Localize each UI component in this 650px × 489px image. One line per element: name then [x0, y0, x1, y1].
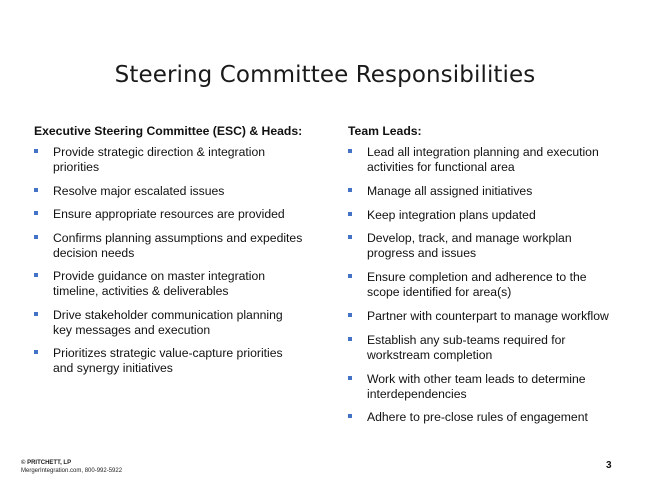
square-bullet-icon	[348, 212, 352, 216]
square-bullet-icon	[348, 414, 352, 418]
list-item-text: Lead all integration planning and execution activities for functional area	[367, 145, 599, 174]
list-item-text: Develop, track, and manage workplan progress and issues	[367, 231, 572, 261]
square-bullet-icon	[348, 274, 352, 278]
list-item	[34, 269, 304, 299]
esc-column	[34, 124, 304, 385]
square-bullet-icon	[348, 188, 352, 192]
list-item-text: Manage all assigned initiatives	[367, 183, 533, 198]
square-bullet-icon	[348, 235, 352, 239]
list-item	[348, 145, 620, 175]
list-item-text: Provide guidance on master integration timeline, activities & deliverables	[53, 269, 266, 298]
square-bullet-icon	[34, 149, 38, 153]
list-item	[348, 333, 620, 363]
list-item-text: Partner with counterpart to manage workflow	[367, 308, 609, 323]
list-item	[34, 145, 304, 175]
list-item	[34, 207, 304, 222]
list-item	[348, 372, 620, 402]
list-item-text: Ensure completion and adherence to the scope identified for area(s)	[367, 270, 587, 300]
team-leads-bullet-list	[348, 145, 620, 425]
list-item-text: Prioritizes strategic value-capture priorities and synergy initiatives	[53, 346, 283, 375]
list-item-text: Keep integration plans updated	[367, 207, 536, 222]
square-bullet-icon	[348, 376, 352, 380]
list-item	[348, 231, 620, 261]
list-item	[348, 309, 620, 324]
list-item-text: Drive stakeholder communication planning key messages and execution	[53, 307, 283, 337]
list-item	[34, 308, 304, 338]
square-bullet-icon	[34, 312, 38, 316]
list-item-text: Resolve major escalated issues	[53, 183, 225, 198]
list-item-text: Confirms planning assumptions and expedites decision needs	[53, 230, 303, 260]
footer-copyright: © PRITCHETT, LP	[21, 460, 72, 466]
list-item	[34, 231, 304, 261]
team-leads-heading: Team Leads:	[348, 124, 422, 138]
square-bullet-icon	[34, 350, 38, 354]
list-item	[348, 184, 620, 199]
list-item	[348, 410, 620, 425]
list-item-text: Ensure appropriate resources are provided	[53, 207, 285, 221]
footer	[21, 459, 122, 475]
list-item	[34, 184, 304, 199]
list-item	[348, 270, 620, 300]
square-bullet-icon	[348, 149, 352, 153]
list-item	[34, 346, 304, 376]
square-bullet-icon	[34, 211, 38, 215]
list-item-text: Work with other team leads to determine interdependencies	[367, 371, 586, 401]
slide-title: Steering Committee Responsibilities	[114, 62, 536, 88]
list-item-text: Adhere to pre-close rules of engagement	[367, 410, 588, 425]
square-bullet-icon	[348, 337, 352, 341]
square-bullet-icon	[34, 235, 38, 239]
square-bullet-icon	[34, 188, 38, 192]
footer-contact: MergerIntegration.com, 800-992-5922	[21, 468, 123, 474]
square-bullet-icon	[34, 273, 38, 277]
list-item	[348, 208, 620, 223]
esc-bullet-list	[34, 145, 304, 376]
team-leads-column	[348, 124, 620, 434]
list-item-text: Provide strategic direction & integration priorities	[53, 145, 266, 174]
square-bullet-icon	[348, 313, 352, 317]
esc-heading: Executive Steering Committee (ESC) & Heads:	[34, 124, 303, 138]
page-number: 3	[606, 460, 612, 471]
list-item-text: Establish any sub-teams required for workstream completion	[367, 332, 566, 362]
